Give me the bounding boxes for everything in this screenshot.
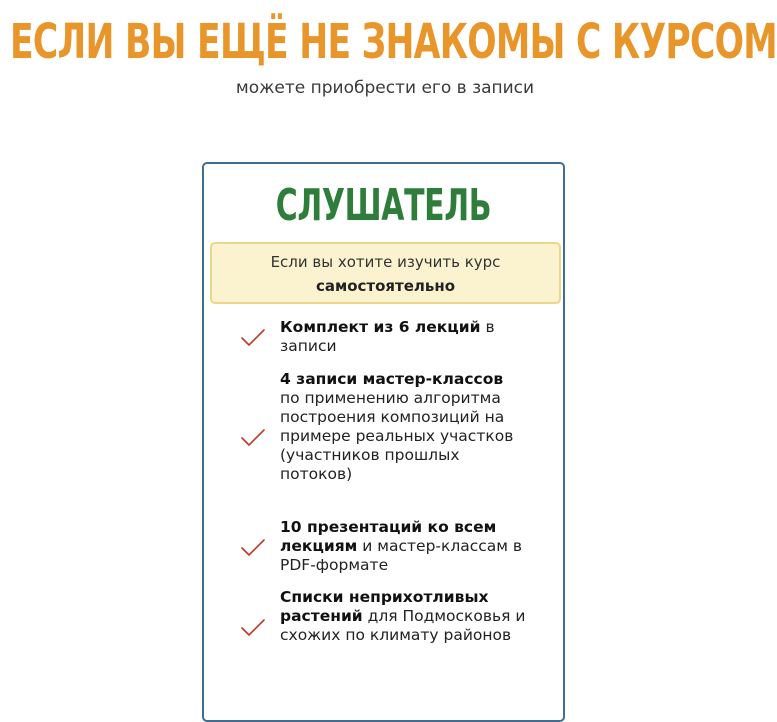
feature-text: [280, 518, 530, 575]
checkmark-icon: [240, 618, 266, 638]
listener-plan-card: [202, 162, 565, 722]
feature-bold: Комплект из 6 лекций: [280, 318, 481, 336]
plan-title: СЛУШАТЕЛЬ: [275, 180, 492, 231]
feature-text: [280, 318, 540, 356]
checkmark-icon: [240, 428, 266, 448]
checkmark-icon: [240, 538, 266, 558]
plan-note: [210, 242, 561, 304]
page-headline: ЕСЛИ ВЫ ЕЩЁ НЕ ЗНАКОМЫ С КУРСОМ: [10, 14, 777, 70]
feature-bold: 10 презентаций ко всем лекциям: [280, 518, 497, 555]
feature-text: [280, 588, 536, 645]
feature-rest: в записи: [280, 318, 495, 355]
feature-bold: Списки неприхотливых растений: [280, 588, 489, 625]
feature-rest: для Подмосковья и схожих по климату районов: [280, 607, 526, 644]
page-subtitle: можете приобрести его в записи: [235, 78, 535, 98]
feature-rest: и мастер-классам в PDF-формате: [280, 537, 523, 574]
plan-note-line2: самостоятельно: [315, 277, 456, 295]
feature-bold: 4 записи мастер-классов: [280, 370, 504, 388]
checkmark-icon: [240, 328, 266, 348]
feature-rest: по применению алгоритма построения композиций на примере реальных участков (участников прошлых потоков): [280, 389, 514, 483]
plan-note-line1: Если вы хотите изучить курс: [270, 253, 501, 271]
feature-text: [280, 370, 516, 484]
